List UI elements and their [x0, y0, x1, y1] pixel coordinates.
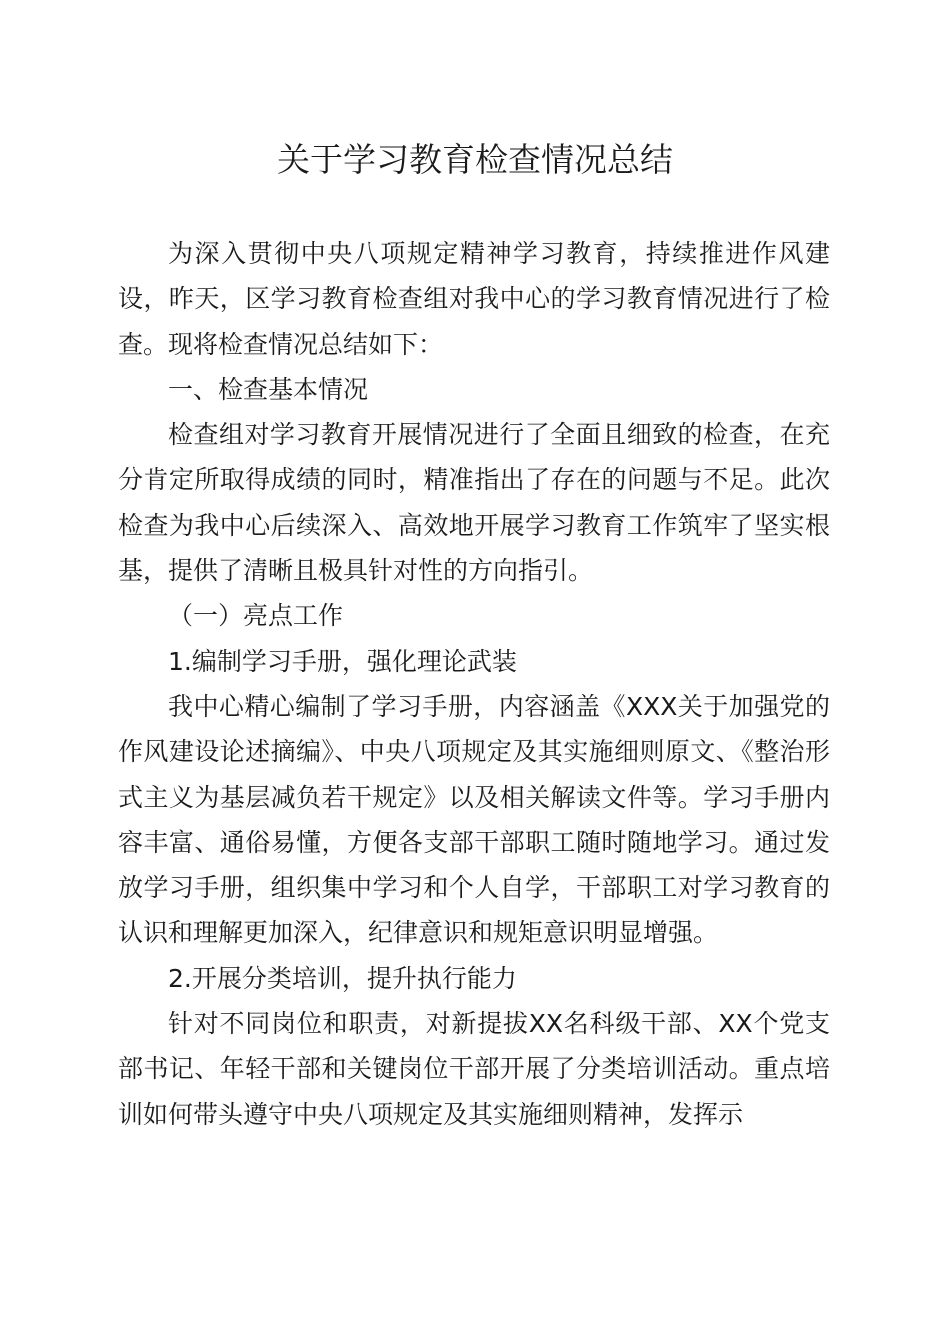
- paragraph-training: 针对不同岗位和职责，对新提拔XX名科级干部、XX个党支部书记、年轻干部和关键岗位干部开展了分类培训活动。重点培训如何带头遵守中央八项规定及其实施细则精神，发挥示: [118, 1009, 830, 1129]
- item-heading-training: 2.开展分类培训，提升执行能力: [168, 963, 517, 993]
- document-title: 关于学习教育检查情况总结: [277, 140, 673, 179]
- paragraph-basic-situation: 检查组对学习教育开展情况进行了全面且细致的检查，在充分肯定所取得成绩的同时，精准指出了存在的问题与不足。此次检查为我中心后续深入、高效地开展学习教育工作筑牢了坚实根基，提供了清晰且极具针对性的方向指引。: [118, 420, 830, 586]
- paragraph-study-manual: 我中心精心编制了学习手册，内容涵盖《XXX关于加强党的作风建设论述摘编》、中央八项规定及其实施细则原文、《整治形式主义为基层减负若干规定》以及相关解读文件等。学习手册内容丰富、通俗易懂，方便各支部干部职工随时随地学习。通过发放学习手册，组织集中学习和个人自学，干部职工对学习教育的认识和理解更加深入，纪律意识和规矩意识明显增强。: [118, 691, 830, 948]
- section-heading-basic-situation: 一、检查基本情况: [168, 374, 369, 404]
- document-body: [118, 231, 830, 1137]
- paragraph-intro: 为深入贯彻中央八项规定精神学习教育，持续推进作风建设，昨天，区学习教育检查组对我中心的学习教育情况进行了检查。现将检查情况总结如下：: [118, 239, 830, 359]
- item-heading-study-manual: 1.编制学习手册，强化理论武装: [168, 646, 517, 676]
- subsection-heading-highlights: （一）亮点工作: [168, 601, 344, 631]
